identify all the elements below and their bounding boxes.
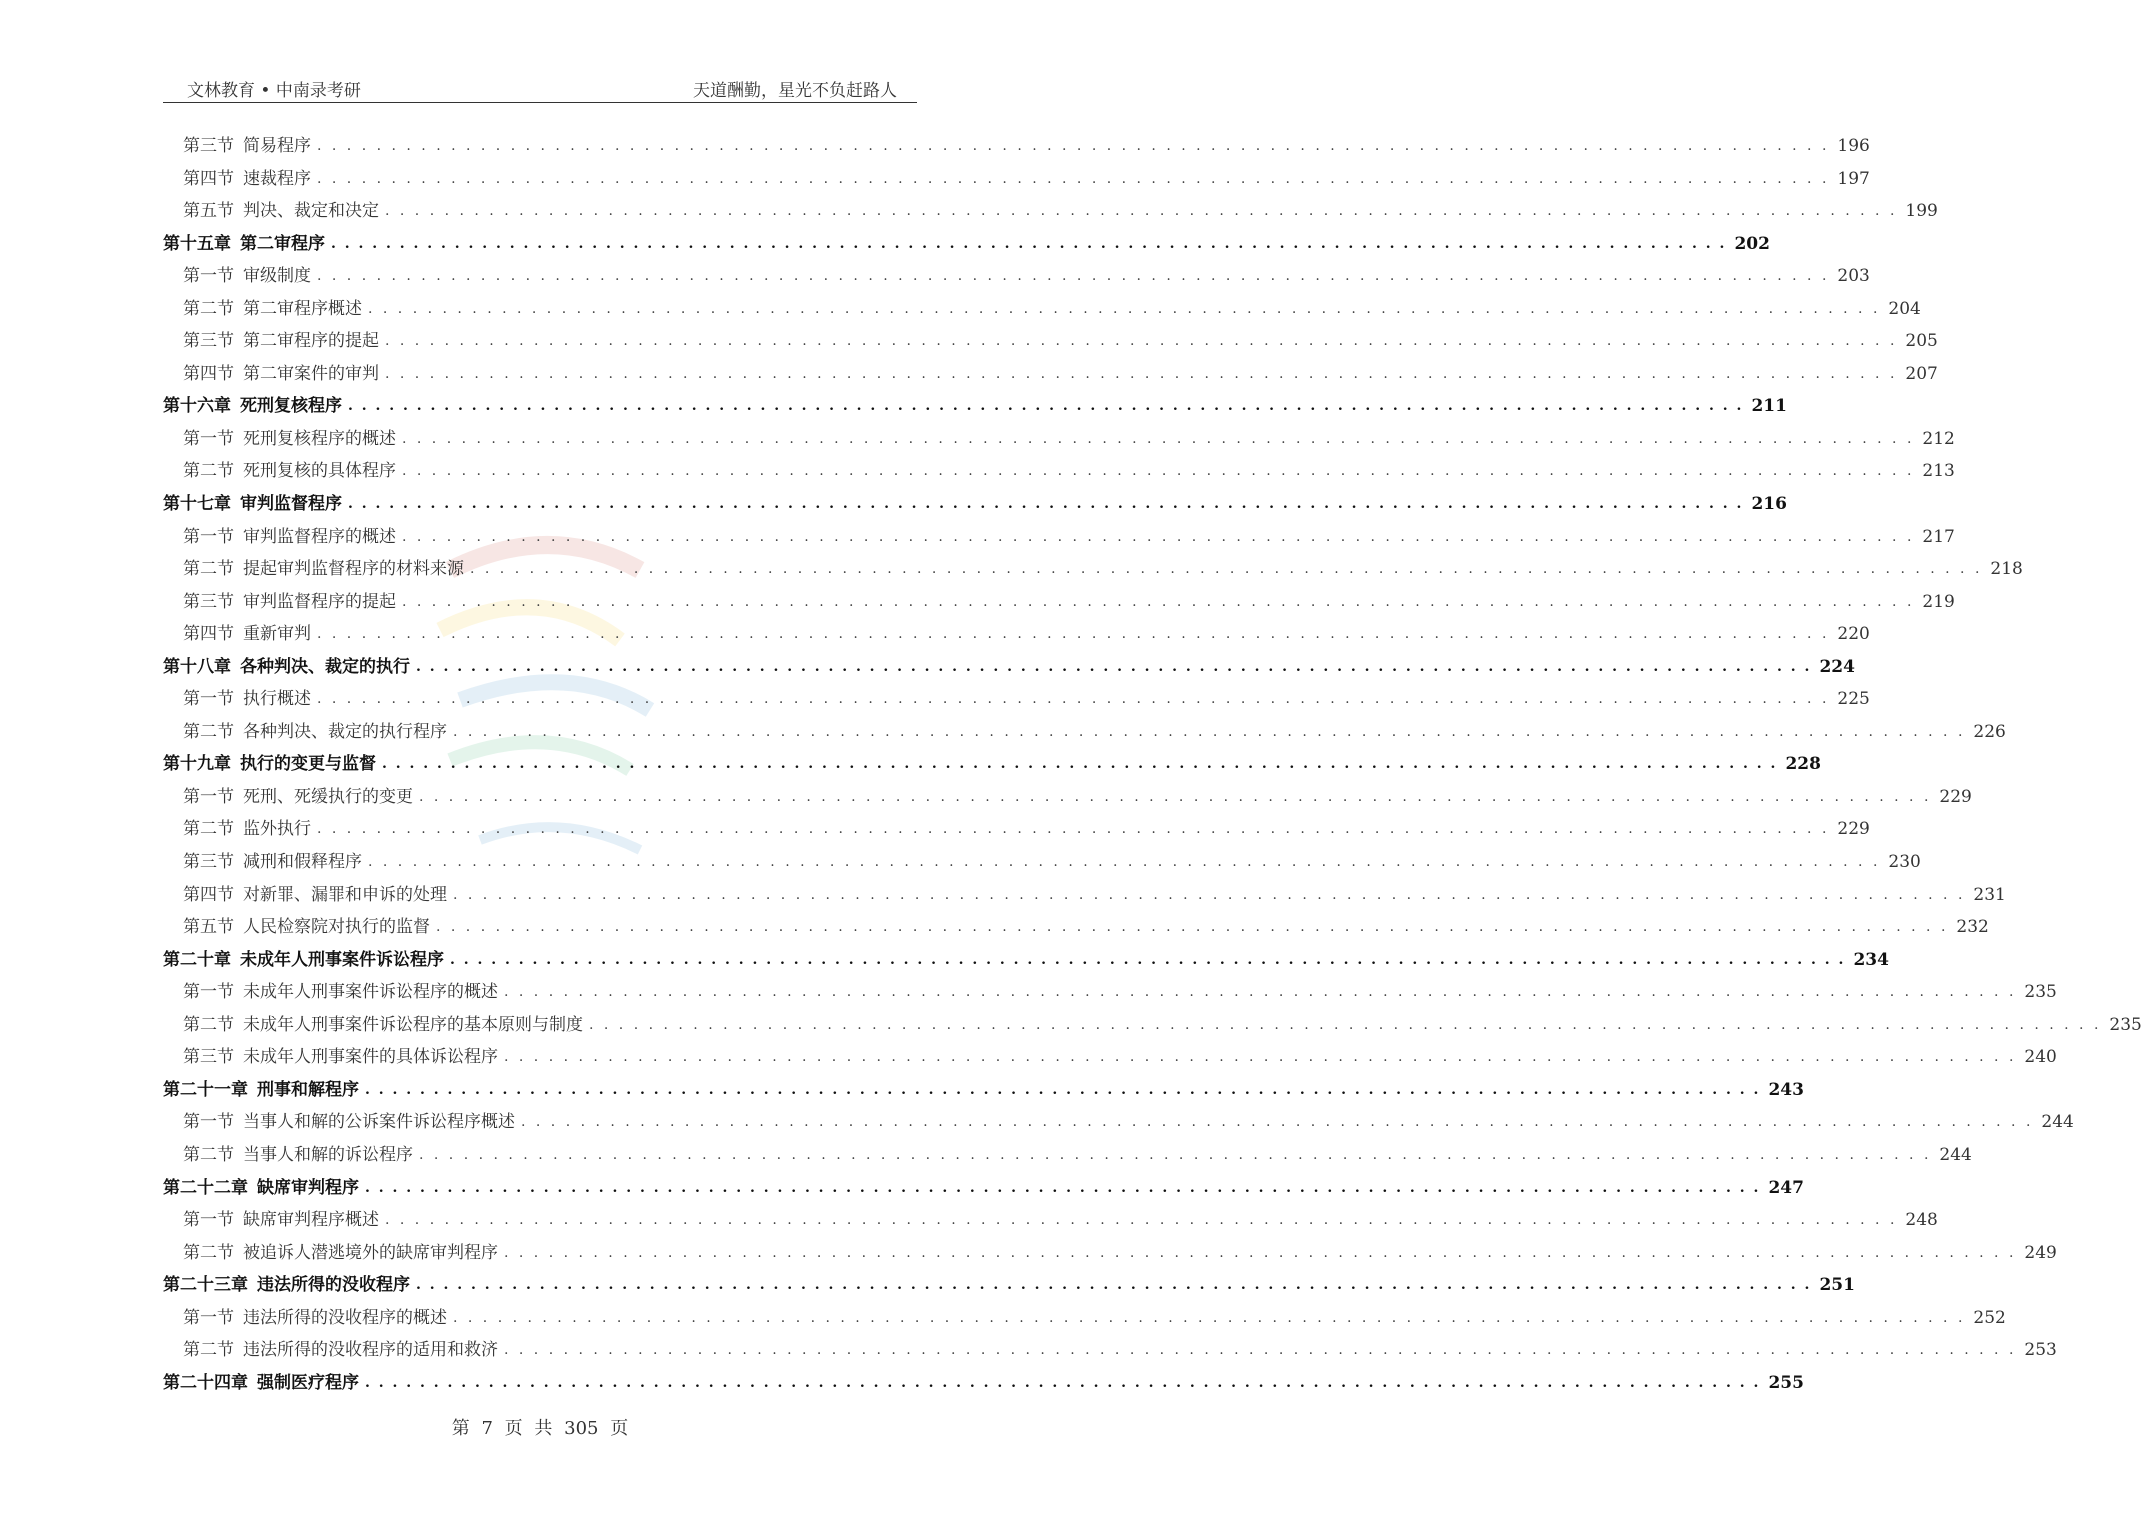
- toc-dot-leader: . . . . . . . . . . . . . . . . . . . . . . . . . . . . . . . . . . . . . . . . . . . . . . . . . . . . . . . . . . . . . . . . . . . . . . . . . . . . . . . . . . . . . . . . . . . . . . . . . . . . . .: [504, 1049, 2017, 1066]
- toc-dot-leader: . . . . . . . . . . . . . . . . . . . . . . . . . . . . . . . . . . . . . . . . . . . . . . . . . . . . . . . . . . . . . . . . . . . . . . . . . . . . . . . . . . . . . . . . . . . . . . . . . . . . . .: [521, 1114, 2034, 1131]
- toc-entry-label: 第一节: [183, 689, 234, 710]
- toc-section-row[interactable]: [163, 781, 1972, 814]
- toc-entry-label: 第一节: [183, 1307, 234, 1328]
- toc-page-number: 244: [2041, 1112, 2074, 1133]
- toc-page-number: 255: [1768, 1372, 1804, 1393]
- toc-entry-title: [163, 390, 342, 423]
- toc-entry-title: [183, 716, 447, 749]
- toc-section-row[interactable]: [163, 260, 1870, 293]
- toc-entry-title: [183, 455, 396, 488]
- toc-entry-title: [183, 1302, 447, 1335]
- toc-dot-leader: . . . . . . . . . . . . . . . . . . . . . . . . . . . . . . . . . . . . . . . . . . . . . . . . . . . . . . . . . . . . . . . . . . . . . . . . . . . . . . . . . . . . . . . . . . . . . . . . . . . . . .: [453, 1309, 1966, 1326]
- toc-page-number: 225: [1837, 689, 1870, 710]
- toc-dot-leader: . . . . . . . . . . . . . . . . . . . . . . . . . . . . . . . . . . . . . . . . . . . . . . . . . . . . . . . . . . . . . . . . . . . . . . . . . . . . . . . . . . . . . . . . . . . . . . . . . . . . . .: [317, 821, 1830, 838]
- toc-entry-text: 未成年人刑事案件的具体诉讼程序: [243, 1047, 498, 1068]
- toc-entry-label: 第一节: [183, 526, 234, 547]
- toc-section-row[interactable]: [163, 1237, 2057, 1270]
- toc-entry-text: 判决、裁定和决定: [243, 201, 379, 222]
- toc-dot-leader: . . . . . . . . . . . . . . . . . . . . . . . . . . . . . . . . . . . . . . . . . . . . . . . . . . . . . . . . . . . . . . . . . . . . . . . . . . . . . . . . . . . . . . . . . . . . . . . . . . . . . .: [450, 951, 1846, 968]
- toc-entry-title: [183, 683, 311, 716]
- toc-page-number: 213: [1922, 461, 1955, 482]
- toc-entry-text: 提起审判监督程序的材料来源: [243, 559, 464, 580]
- toc-dot-leader: . . . . . . . . . . . . . . . . . . . . . . . . . . . . . . . . . . . . . . . . . . . . . . . . . . . . . . . . . . . . . . . . . . . . . . . . . . . . . . . . . . . . . . . . . . . . . . . . . . . . . .: [331, 235, 1727, 252]
- page-header: [163, 72, 917, 103]
- toc-page-number: 235: [2024, 982, 2057, 1003]
- toc-page-number: 230: [1888, 852, 1921, 873]
- toc-page-number: 211: [1751, 396, 1787, 417]
- toc-dot-leader: . . . . . . . . . . . . . . . . . . . . . . . . . . . . . . . . . . . . . . . . . . . . . . . . . . . . . . . . . . . . . . . . . . . . . . . . . . . . . . . . . . . . . . . . . . . . . . . . . . . . . .: [402, 528, 1915, 545]
- toc-entry-text: 死刑复核程序的概述: [243, 428, 396, 449]
- toc-page-number: 205: [1905, 331, 1938, 352]
- toc-page-number: 203: [1837, 266, 1870, 287]
- toc-section-row[interactable]: [163, 846, 1921, 879]
- toc-entry-title: [183, 781, 413, 814]
- toc-entry-title: [183, 325, 379, 358]
- toc-entry-text: 死刑、死缓执行的变更: [243, 786, 413, 807]
- toc-entry-title: [183, 260, 311, 293]
- toc-chapter-row[interactable]: [163, 488, 1787, 521]
- toc-entry-text: 死刑复核的具体程序: [243, 461, 396, 482]
- toc-chapter-row[interactable]: [163, 748, 1821, 781]
- toc-section-row[interactable]: [163, 195, 1938, 228]
- toc-entry-text: 死刑复核程序: [240, 396, 342, 417]
- toc-page-number: 199: [1905, 201, 1938, 222]
- toc-entry-title: [163, 1172, 359, 1205]
- toc-dot-leader: . . . . . . . . . . . . . . . . . . . . . . . . . . . . . . . . . . . . . . . . . . . . . . . . . . . . . . . . . . . . . . . . . . . . . . . . . . . . . . . . . . . . . . . . . . . . . . . . . . . . . .: [382, 756, 1778, 773]
- toc-dot-leader: . . . . . . . . . . . . . . . . . . . . . . . . . . . . . . . . . . . . . . . . . . . . . . . . . . . . . . . . . . . . . . . . . . . . . . . . . . . . . . . . . . . . . . . . . . . . . . . . . . . . . .: [453, 723, 1966, 740]
- toc-page-number: 226: [1973, 721, 2006, 742]
- toc-page-number: 234: [1853, 949, 1889, 970]
- toc-entry-text: 缺席审判程序概述: [243, 1210, 379, 1231]
- toc-entry-label: 第十六章: [163, 396, 231, 417]
- toc-entry-text: 执行的变更与监督: [240, 754, 376, 775]
- toc-entry-label: 第四节: [183, 363, 234, 384]
- toc-chapter-row[interactable]: [163, 1074, 1804, 1107]
- toc-page-number: 212: [1922, 428, 1955, 449]
- toc-page-number: 202: [1734, 233, 1770, 254]
- toc-dot-leader: . . . . . . . . . . . . . . . . . . . . . . . . . . . . . . . . . . . . . . . . . . . . . . . . . . . . . . . . . . . . . . . . . . . . . . . . . . . . . . . . . . . . . . . . . . . . . . . . . . . . . .: [385, 1212, 1898, 1229]
- toc-entry-text: 重新审判: [243, 624, 311, 645]
- toc-entry-text: 对新罪、漏罪和申诉的处理: [243, 884, 447, 905]
- toc-dot-leader: . . . . . . . . . . . . . . . . . . . . . . . . . . . . . . . . . . . . . . . . . . . . . . . . . . . . . . . . . . . . . . . . . . . . . . . . . . . . . . . . . . . . . . . . . . . . . . . . . . . . . .: [504, 1342, 2017, 1359]
- toc-entry-title: [163, 1074, 359, 1107]
- toc-entry-label: 第三节: [183, 1047, 234, 1068]
- toc-dot-leader: . . . . . . . . . . . . . . . . . . . . . . . . . . . . . . . . . . . . . . . . . . . . . . . . . . . . . . . . . . . . . . . . . . . . . . . . . . . . . . . . . . . . . . . . . . . . . . . . . . . . . .: [348, 496, 1744, 513]
- toc-entry-label: 第二十三章: [163, 1275, 248, 1296]
- toc-entry-title: [183, 521, 396, 554]
- toc-entry-text: 减刑和假释程序: [243, 852, 362, 873]
- toc-chapter-row[interactable]: [163, 1367, 1804, 1400]
- toc-section-row[interactable]: [163, 358, 1938, 391]
- toc-entry-label: 第四节: [183, 168, 234, 189]
- toc-page-number: 247: [1768, 1177, 1804, 1198]
- toc-entry-title: [163, 748, 376, 781]
- toc-section-row[interactable]: [163, 879, 2006, 912]
- toc-entry-label: 第一节: [183, 428, 234, 449]
- toc-entry-label: 第十九章: [163, 754, 231, 775]
- toc-entry-label: 第十五章: [163, 233, 231, 254]
- toc-section-row[interactable]: [163, 586, 1955, 619]
- toc-section-row[interactable]: [163, 1009, 2142, 1042]
- toc-dot-leader: . . . . . . . . . . . . . . . . . . . . . . . . . . . . . . . . . . . . . . . . . . . . . . . . . . . . . . . . . . . . . . . . . . . . . . . . . . . . . . . . . . . . . . . . . . . . . . . . . . . . . .: [365, 1081, 1761, 1098]
- toc-page-number: 248: [1905, 1210, 1938, 1231]
- toc-page-number: 216: [1751, 494, 1787, 515]
- toc-dot-leader: . . . . . . . . . . . . . . . . . . . . . . . . . . . . . . . . . . . . . . . . . . . . . . . . . . . . . . . . . . . . . . . . . . . . . . . . . . . . . . . . . . . . . . . . . . . . . . . . . . . . . .: [416, 1277, 1812, 1294]
- toc-entry-title: [183, 293, 362, 326]
- toc-dot-leader: . . . . . . . . . . . . . . . . . . . . . . . . . . . . . . . . . . . . . . . . . . . . . . . . . . . . . . . . . . . . . . . . . . . . . . . . . . . . . . . . . . . . . . . . . . . . . . . . . . . . . .: [385, 365, 1898, 382]
- toc-entry-label: 第二十章: [163, 949, 231, 970]
- toc-page-number: 244: [1939, 1144, 1972, 1165]
- table-of-contents: [163, 130, 2142, 1399]
- toc-entry-label: 第二节: [183, 1340, 234, 1361]
- toc-entry-text: 审判监督程序的概述: [243, 526, 396, 547]
- toc-page-number: 229: [1837, 819, 1870, 840]
- toc-entry-title: [163, 1269, 410, 1302]
- toc-dot-leader: . . . . . . . . . . . . . . . . . . . . . . . . . . . . . . . . . . . . . . . . . . . . . . . . . . . . . . . . . . . . . . . . . . . . . . . . . . . . . . . . . . . . . . . . . . . . . . . . . . . . . .: [436, 919, 1949, 936]
- toc-entry-title: [163, 1367, 359, 1400]
- toc-entry-title: [183, 976, 498, 1009]
- toc-entry-label: 第一节: [183, 982, 234, 1003]
- toc-entry-text: 审判监督程序的提起: [243, 591, 396, 612]
- toc-entry-text: 第二审程序概述: [243, 298, 362, 319]
- toc-chapter-row[interactable]: [163, 1172, 1804, 1205]
- toc-page-number: 249: [2024, 1242, 2057, 1263]
- toc-dot-leader: . . . . . . . . . . . . . . . . . . . . . . . . . . . . . . . . . . . . . . . . . . . . . . . . . . . . . . . . . . . . . . . . . . . . . . . . . . . . . . . . . . . . . . . . . . . . . . . . . . . . . .: [385, 203, 1898, 220]
- toc-entry-text: 当事人和解的诉讼程序: [243, 1144, 413, 1165]
- toc-section-row[interactable]: [163, 521, 1955, 554]
- toc-chapter-row[interactable]: [163, 944, 1889, 977]
- toc-section-row[interactable]: [163, 1041, 2057, 1074]
- toc-section-row[interactable]: [163, 553, 2023, 586]
- toc-entry-label: 第二节: [183, 1144, 234, 1165]
- toc-entry-label: 第五节: [183, 917, 234, 938]
- toc-entry-label: 第二节: [183, 721, 234, 742]
- toc-entry-text: 违法所得的没收程序的适用和救济: [243, 1340, 498, 1361]
- toc-entry-text: 违法所得的没收程序的概述: [243, 1307, 447, 1328]
- toc-entry-label: 第二十一章: [163, 1079, 248, 1100]
- toc-page-number: 220: [1837, 624, 1870, 645]
- toc-entry-title: [183, 195, 379, 228]
- toc-entry-label: 第三节: [183, 852, 234, 873]
- toc-page-number: 231: [1973, 884, 2006, 905]
- toc-entry-label: 第五节: [183, 201, 234, 222]
- toc-dot-leader: . . . . . . . . . . . . . . . . . . . . . . . . . . . . . . . . . . . . . . . . . . . . . . . . . . . . . . . . . . . . . . . . . . . . . . . . . . . . . . . . . . . . . . . . . . . . . . . . . . . . . .: [504, 984, 2017, 1001]
- toc-entry-text: 各种判决、裁定的执行: [240, 656, 410, 677]
- toc-section-row[interactable]: [163, 130, 1870, 163]
- toc-entry-title: [163, 228, 325, 261]
- toc-entry-title: [183, 553, 464, 586]
- toc-dot-leader: . . . . . . . . . . . . . . . . . . . . . . . . . . . . . . . . . . . . . . . . . . . . . . . . . . . . . . . . . . . . . . . . . . . . . . . . . . . . . . . . . . . . . . . . . . . . . . . . . . . . . .: [365, 1374, 1761, 1391]
- toc-entry-title: [183, 130, 311, 163]
- toc-page-number: 252: [1973, 1307, 2006, 1328]
- toc-page-number: 232: [1956, 917, 1989, 938]
- toc-entry-label: 第二十二章: [163, 1177, 248, 1198]
- toc-entry-text: 违法所得的没收程序: [257, 1275, 410, 1296]
- toc-entry-title: [183, 1106, 515, 1139]
- toc-dot-leader: . . . . . . . . . . . . . . . . . . . . . . . . . . . . . . . . . . . . . . . . . . . . . . . . . . . . . . . . . . . . . . . . . . . . . . . . . . . . . . . . . . . . . . . . . . . . . . . . . . . . . .: [317, 170, 1830, 187]
- toc-entry-title: [163, 944, 444, 977]
- toc-section-row[interactable]: [163, 325, 1938, 358]
- toc-section-row[interactable]: [163, 813, 1870, 846]
- toc-entry-text: 简易程序: [243, 136, 311, 156]
- toc-dot-leader: . . . . . . . . . . . . . . . . . . . . . . . . . . . . . . . . . . . . . . . . . . . . . . . . . . . . . . . . . . . . . . . . . . . . . . . . . . . . . . . . . . . . . . . . . . . . . . . . . . . . . .: [317, 626, 1830, 643]
- toc-dot-leader: . . . . . . . . . . . . . . . . . . . . . . . . . . . . . . . . . . . . . . . . . . . . . . . . . . . . . . . . . . . . . . . . . . . . . . . . . . . . . . . . . . . . . . . . . . . . . . . . . . . . . .: [317, 691, 1830, 708]
- toc-entry-text: 未成年人刑事案件诉讼程序的概述: [243, 982, 498, 1003]
- toc-entry-title: [183, 163, 311, 196]
- toc-entry-title: [183, 358, 379, 391]
- toc-page-number: 228: [1785, 754, 1821, 775]
- toc-entry-title: [183, 813, 311, 846]
- toc-dot-leader: . . . . . . . . . . . . . . . . . . . . . . . . . . . . . . . . . . . . . . . . . . . . . . . . . . . . . . . . . . . . . . . . . . . . . . . . . . . . . . . . . . . . . . . . . . . . . . . . . . . . . .: [470, 561, 1983, 578]
- toc-dot-leader: . . . . . . . . . . . . . . . . . . . . . . . . . . . . . . . . . . . . . . . . . . . . . . . . . . . . . . . . . . . . . . . . . . . . . . . . . . . . . . . . . . . . . . . . . . . . . . . . . . . . . .: [416, 658, 1812, 675]
- toc-entry-text: 第二审案件的审判: [243, 363, 379, 384]
- toc-entry-text: 监外执行: [243, 819, 311, 840]
- toc-entry-text: 未成年人刑事案件诉讼程序的基本原则与制度: [243, 1014, 583, 1035]
- toc-dot-leader: . . . . . . . . . . . . . . . . . . . . . . . . . . . . . . . . . . . . . . . . . . . . . . . . . . . . . . . . . . . . . . . . . . . . . . . . . . . . . . . . . . . . . . . . . . . . . . . . . . . . . .: [402, 593, 1915, 610]
- toc-section-row[interactable]: [163, 618, 1870, 651]
- toc-entry-text: 执行概述: [243, 689, 311, 710]
- toc-page-number: 197: [1837, 168, 1870, 189]
- toc-dot-leader: . . . . . . . . . . . . . . . . . . . . . . . . . . . . . . . . . . . . . . . . . . . . . . . . . . . . . . . . . . . . . . . . . . . . . . . . . . . . . . . . . . . . . . . . . . . . . . . . . . . . . .: [368, 854, 1881, 871]
- toc-entry-text: 第二审程序的提起: [243, 331, 379, 352]
- header-right-text: 天道酬勤，星光不负赶路人: [693, 81, 897, 101]
- toc-section-row[interactable]: [163, 293, 1921, 326]
- toc-entry-title: [183, 618, 311, 651]
- toc-entry-title: [163, 651, 410, 684]
- toc-section-row[interactable]: [163, 911, 1989, 944]
- toc-section-row[interactable]: [163, 1204, 1938, 1237]
- toc-page-number: 253: [2024, 1340, 2057, 1361]
- toc-section-row[interactable]: [163, 1334, 2057, 1367]
- toc-entry-text: 审判监督程序: [240, 494, 342, 515]
- toc-entry-label: 第一节: [183, 786, 234, 807]
- toc-entry-title: [183, 1139, 413, 1172]
- toc-entry-text: 各种判决、裁定的执行程序: [243, 721, 447, 742]
- toc-entry-title: [183, 1237, 498, 1270]
- header-left-text: 文林教育 • 中南录考研: [187, 81, 361, 101]
- toc-chapter-row[interactable]: [163, 228, 1770, 261]
- toc-entry-text: 强制医疗程序: [257, 1372, 359, 1393]
- toc-entry-label: 第三节: [183, 136, 234, 156]
- toc-entry-text: 未成年人刑事案件诉讼程序: [240, 949, 444, 970]
- toc-entry-label: 第十八章: [163, 656, 231, 677]
- toc-entry-title: [183, 879, 447, 912]
- toc-entry-label: 第二节: [183, 461, 234, 482]
- toc-dot-leader: . . . . . . . . . . . . . . . . . . . . . . . . . . . . . . . . . . . . . . . . . . . . . . . . . . . . . . . . . . . . . . . . . . . . . . . . . . . . . . . . . . . . . . . . . . . . . . . . . . . . . .: [419, 1146, 1932, 1163]
- toc-dot-leader: . . . . . . . . . . . . . . . . . . . . . . . . . . . . . . . . . . . . . . . . . . . . . . . . . . . . . . . . . . . . . . . . . . . . . . . . . . . . . . . . . . . . . . . . . . . . . . . . . . . . . .: [348, 398, 1744, 415]
- toc-section-row[interactable]: [163, 1139, 1972, 1172]
- toc-page-number: 224: [1819, 656, 1855, 677]
- toc-entry-title: [183, 1204, 379, 1237]
- toc-entry-label: 第二节: [183, 298, 234, 319]
- toc-entry-title: [183, 586, 396, 619]
- toc-section-row[interactable]: [163, 716, 2006, 749]
- toc-entry-label: 第一节: [183, 266, 234, 287]
- toc-entry-title: [183, 423, 396, 456]
- toc-dot-leader: . . . . . . . . . . . . . . . . . . . . . . . . . . . . . . . . . . . . . . . . . . . . . . . . . . . . . . . . . . . . . . . . . . . . . . . . . . . . . . . . . . . . . . . . . . . . . . . . . . . . . .: [402, 463, 1915, 480]
- toc-entry-text: 人民检察院对执行的监督: [243, 917, 430, 938]
- page-footer: 第 7 页 共 305 页: [451, 1418, 629, 1439]
- toc-dot-leader: . . . . . . . . . . . . . . . . . . . . . . . . . . . . . . . . . . . . . . . . . . . . . . . . . . . . . . . . . . . . . . . . . . . . . . . . . . . . . . . . . . . . . . . . . . . . . . . . . . . . . .: [419, 788, 1932, 805]
- toc-entry-text: 速裁程序: [243, 168, 311, 189]
- toc-chapter-row[interactable]: [163, 1269, 1855, 1302]
- toc-chapter-row[interactable]: [163, 651, 1855, 684]
- toc-section-row[interactable]: [163, 163, 1870, 196]
- toc-section-row[interactable]: [163, 976, 2057, 1009]
- toc-entry-title: [183, 846, 362, 879]
- toc-entry-label: 第三节: [183, 591, 234, 612]
- toc-section-row[interactable]: [163, 1106, 2074, 1139]
- toc-dot-leader: . . . . . . . . . . . . . . . . . . . . . . . . . . . . . . . . . . . . . . . . . . . . . . . . . . . . . . . . . . . . . . . . . . . . . . . . . . . . . . . . . . . . . . . . . . . . . . . . . . . . . .: [589, 1016, 2102, 1033]
- toc-section-row[interactable]: [163, 683, 1870, 716]
- toc-entry-label: 第三节: [183, 331, 234, 352]
- toc-section-row[interactable]: [163, 1302, 2006, 1335]
- toc-page-number: 251: [1819, 1275, 1855, 1296]
- toc-entry-label: 第十七章: [163, 494, 231, 515]
- toc-dot-leader: . . . . . . . . . . . . . . . . . . . . . . . . . . . . . . . . . . . . . . . . . . . . . . . . . . . . . . . . . . . . . . . . . . . . . . . . . . . . . . . . . . . . . . . . . . . . . . . . . . . . . .: [368, 300, 1881, 317]
- toc-page-number: 240: [2024, 1047, 2057, 1068]
- toc-section-row[interactable]: [163, 423, 1955, 456]
- toc-page-number: 218: [1990, 559, 2023, 580]
- toc-entry-text: 审级制度: [243, 266, 311, 287]
- toc-page-number: 196: [1837, 136, 1870, 156]
- toc-dot-leader: . . . . . . . . . . . . . . . . . . . . . . . . . . . . . . . . . . . . . . . . . . . . . . . . . . . . . . . . . . . . . . . . . . . . . . . . . . . . . . . . . . . . . . . . . . . . . . . . . . . . . .: [504, 1244, 2017, 1261]
- toc-dot-leader: . . . . . . . . . . . . . . . . . . . . . . . . . . . . . . . . . . . . . . . . . . . . . . . . . . . . . . . . . . . . . . . . . . . . . . . . . . . . . . . . . . . . . . . . . . . . . . . . . . . . . .: [402, 430, 1915, 447]
- toc-chapter-row[interactable]: [163, 390, 1787, 423]
- toc-page-number: 204: [1888, 298, 1921, 319]
- toc-entry-label: 第二十四章: [163, 1372, 248, 1393]
- toc-entry-label: 第二节: [183, 819, 234, 840]
- toc-entry-title: [183, 1041, 498, 1074]
- toc-page-number: 219: [1922, 591, 1955, 612]
- toc-entry-text: 刑事和解程序: [257, 1079, 359, 1100]
- toc-entry-title: [183, 1009, 583, 1042]
- toc-entry-label: 第二节: [183, 1014, 234, 1035]
- toc-section-row[interactable]: [163, 455, 1955, 488]
- toc-entry-title: [183, 911, 430, 944]
- toc-entry-label: 第一节: [183, 1112, 234, 1133]
- toc-page-number: 207: [1905, 363, 1938, 384]
- toc-entry-label: 第二节: [183, 559, 234, 580]
- toc-entry-label: 第二节: [183, 1242, 234, 1263]
- toc-entry-title: [163, 488, 342, 521]
- toc-page-number: 235: [2109, 1014, 2142, 1035]
- toc-dot-leader: . . . . . . . . . . . . . . . . . . . . . . . . . . . . . . . . . . . . . . . . . . . . . . . . . . . . . . . . . . . . . . . . . . . . . . . . . . . . . . . . . . . . . . . . . . . . . . . . . . . . . .: [365, 1179, 1761, 1196]
- toc-entry-title: [183, 1334, 498, 1367]
- toc-page-number: 243: [1768, 1079, 1804, 1100]
- toc-entry-label: 第一节: [183, 1210, 234, 1231]
- toc-entry-label: 第四节: [183, 624, 234, 645]
- toc-entry-text: 被追诉人潜逃境外的缺席审判程序: [243, 1242, 498, 1263]
- toc-entry-label: 第四节: [183, 884, 234, 905]
- toc-entry-text: 缺席审判程序: [257, 1177, 359, 1198]
- toc-dot-leader: . . . . . . . . . . . . . . . . . . . . . . . . . . . . . . . . . . . . . . . . . . . . . . . . . . . . . . . . . . . . . . . . . . . . . . . . . . . . . . . . . . . . . . . . . . . . . . . . . . . . . .: [317, 268, 1830, 285]
- toc-dot-leader: . . . . . . . . . . . . . . . . . . . . . . . . . . . . . . . . . . . . . . . . . . . . . . . . . . . . . . . . . . . . . . . . . . . . . . . . . . . . . . . . . . . . . . . . . . . . . . . . . . . . . .: [453, 886, 1966, 903]
- toc-entry-text: 当事人和解的公诉案件诉讼程序概述: [243, 1112, 515, 1133]
- toc-dot-leader: . . . . . . . . . . . . . . . . . . . . . . . . . . . . . . . . . . . . . . . . . . . . . . . . . . . . . . . . . . . . . . . . . . . . . . . . . . . . . . . . . . . . . . . . . . . . . . . . . . . . . .: [317, 138, 1830, 154]
- toc-entry-text: 第二审程序: [240, 233, 325, 254]
- toc-page-number: 229: [1939, 786, 1972, 807]
- toc-dot-leader: . . . . . . . . . . . . . . . . . . . . . . . . . . . . . . . . . . . . . . . . . . . . . . . . . . . . . . . . . . . . . . . . . . . . . . . . . . . . . . . . . . . . . . . . . . . . . . . . . . . . . .: [385, 333, 1898, 350]
- toc-page-number: 217: [1922, 526, 1955, 547]
